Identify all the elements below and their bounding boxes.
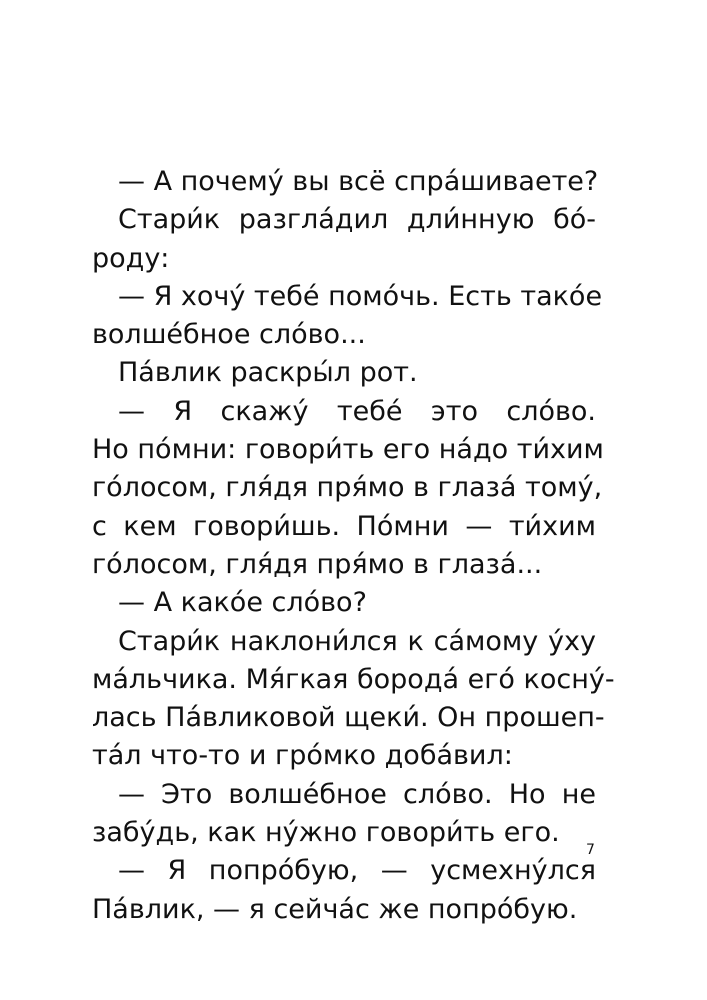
text-line: Но по́мни: говори́ть его на́до ти́хим (92, 434, 604, 466)
text-line: с кем говори́шь. По́мни — ти́хим (92, 510, 596, 542)
text-line: та́л что-то и гро́мко доба́вил: (92, 740, 513, 772)
text-line: Па́влик, — я сейча́с же попро́бую. (92, 893, 578, 925)
text-line: — Это волше́бное сло́во. Но не (118, 778, 596, 810)
text-line: — Я попро́бую, — усмехну́лся (118, 855, 596, 887)
text-line: забу́дь, как ну́жно говори́ть его. (92, 817, 560, 849)
page-number: 7 (586, 842, 595, 858)
text-line: — А почему́ вы всё спра́шиваете? (118, 166, 599, 197)
text-line: роду: (92, 242, 170, 274)
text-line: го́лосом, гля́дя пря́мо в глаза́ тому́, (92, 472, 603, 504)
text-line: го́лосом, гля́дя пря́мо в глаза́... (92, 548, 543, 580)
text-line: Стари́к наклони́лся к са́мому у́ху (118, 625, 596, 657)
page-text (92, 163, 615, 929)
text-line: Стари́к разгла́дил дли́нную бо́- (118, 204, 596, 236)
text-line: волше́бное сло́во... (92, 319, 366, 351)
text-line: — Я скажу́ тебе́ это сло́во. (118, 395, 596, 427)
text-line: ма́льчика. Мя́гкая борода́ его́ косну́- (92, 663, 615, 695)
text-line: — А како́е сло́во? (118, 587, 367, 619)
text-line: лась Па́вликовой щеки́. Он прошеп- (92, 702, 605, 734)
text-line: Па́влик раскры́л рот. (118, 357, 418, 389)
text-line: — Я хочу́ тебе́ помо́чь. Есть тако́е (118, 280, 603, 312)
